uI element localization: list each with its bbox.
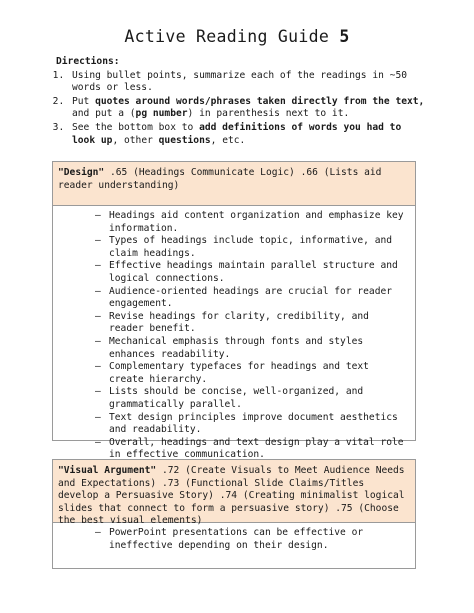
design-bullet-list	[95, 210, 407, 462]
list-item: – Types of headings include topic, informative, and claim headings.	[95, 235, 407, 260]
direction-2-text-c: ) in parenthesis next to it.	[187, 108, 350, 120]
direction-item-3	[70, 122, 426, 147]
list-item: – Text design principles improve document aesthetics and readability.	[95, 412, 407, 437]
direction-item-2	[70, 96, 426, 121]
design-section-pages: .65 (Headings Communicate Logic) .66 (Lists aid reader understanding)	[58, 167, 382, 191]
directions-block	[56, 56, 426, 148]
list-item: – Complementary typefaces for headings and text create hierarchy.	[95, 361, 407, 386]
list-item: – Lists should be concise, well-organized, and grammatically parallel.	[95, 386, 407, 411]
design-section-table	[52, 161, 416, 461]
visual-argument-section-pages: .72 (Create Visuals to Meet Audience Needs and Expectations) .73 (Functional Slide Claims/Titles develop a Persuasive Story) .74 (Creating minimalist logical slides that connect to form a persuasive story) .75 (Choose the best visual elements)	[58, 465, 405, 527]
list-item: – Audience-oriented headings are crucial for reader engagement.	[95, 286, 407, 311]
list-item: – Revise headings for clarity, credibility, and reader benefit.	[95, 311, 407, 336]
list-item: – Effective headings maintain parallel structure and logical connections.	[95, 260, 407, 285]
design-section-title: "Design"	[58, 167, 105, 178]
list-item: – Overall, headings and text design play a vital role in effective communication.	[95, 437, 407, 462]
design-section-header	[53, 162, 415, 206]
design-section-body	[53, 206, 415, 462]
title-number: 5	[339, 27, 350, 46]
title-text: Active Reading Guide	[124, 27, 330, 46]
direction-2-bold-a: quotes around words/phrases taken directly from the text,	[95, 95, 425, 107]
direction-3-bold-b: questions	[158, 134, 211, 146]
visual-argument-section-header	[53, 460, 415, 527]
visual-argument-bullet-list	[95, 527, 407, 552]
list-item: – PowerPoint presentations can be effective or ineffective depending on their design.	[95, 527, 407, 552]
list-item: – Mechanical emphasis through fonts and styles enhances readability.	[95, 336, 407, 361]
page-title	[0, 27, 474, 47]
direction-2-text-b: and put a (	[72, 108, 136, 120]
direction-1-text: Using bullet points, summarize each of the readings in ~50 words or less.	[72, 69, 408, 94]
visual-argument-section-body	[53, 523, 415, 552]
direction-2-text-a: Put	[72, 95, 96, 107]
directions-list	[56, 70, 426, 148]
direction-3-text-c: , etc.	[210, 134, 246, 146]
direction-3-bold-a: add definitions of words you had to look up	[72, 121, 402, 146]
direction-2-bold-b: pg number	[135, 108, 188, 120]
list-item: – Headings aid content organization and emphasize key information.	[95, 210, 407, 235]
direction-3-text-a: See the bottom box to	[72, 121, 200, 133]
direction-item-1	[70, 70, 426, 95]
directions-heading: Directions:	[56, 56, 120, 67]
direction-3-text-b: , other	[112, 134, 159, 146]
visual-argument-section-table	[52, 459, 416, 569]
visual-argument-section-title: "Visual Argument"	[58, 465, 157, 476]
